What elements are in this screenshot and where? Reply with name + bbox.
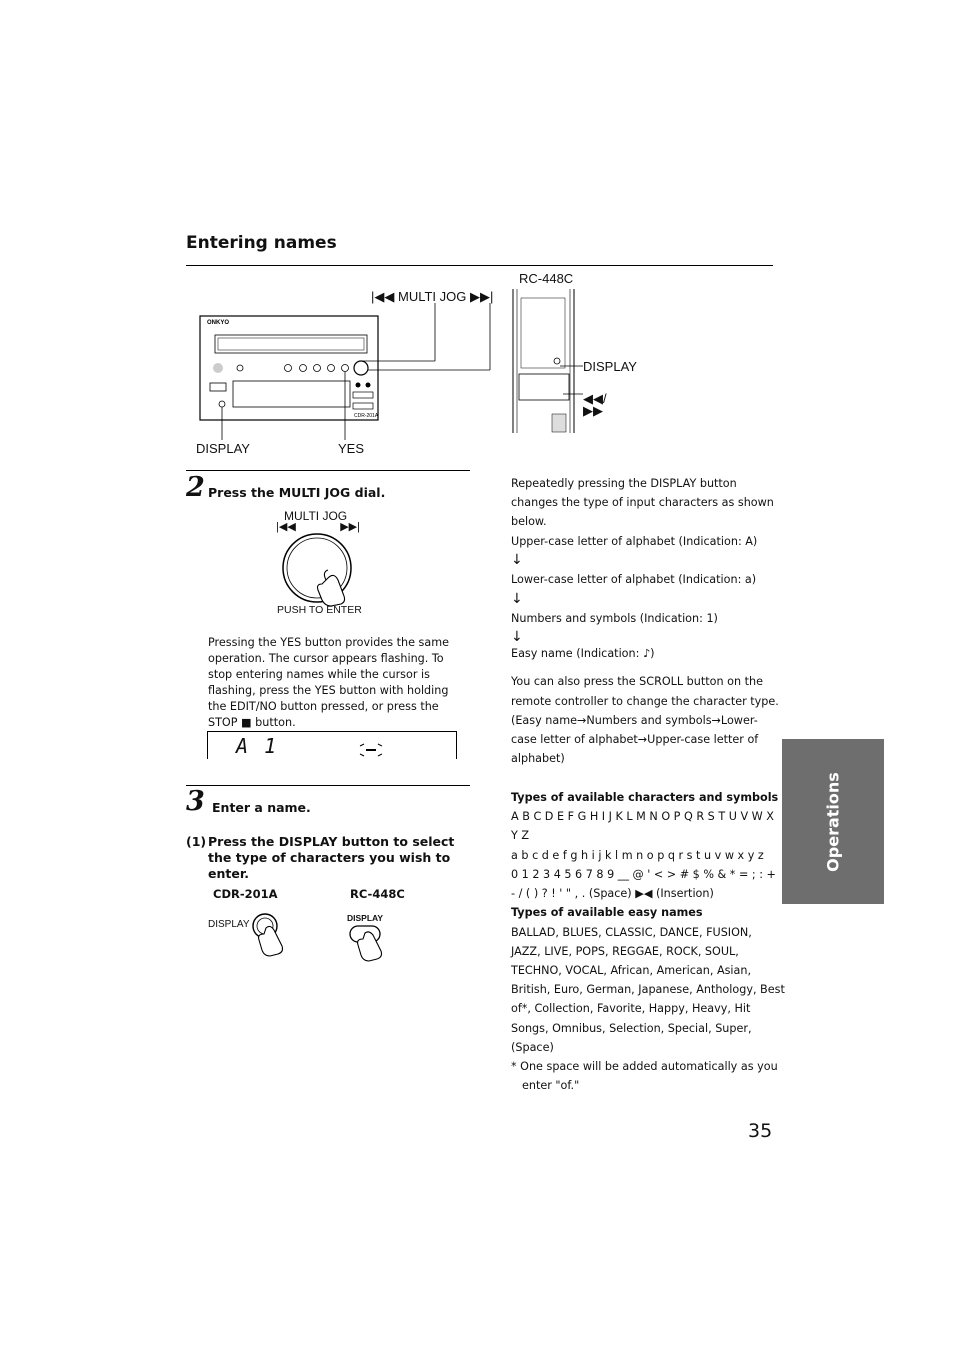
easy-line-6: Songs, Omnibus, Selection, Special, Super, — [511, 1022, 752, 1035]
step2-title: Press the MULTI JOG dial. — [208, 485, 386, 500]
yes-label: YES — [338, 441, 365, 456]
heading-rule — [186, 265, 773, 266]
easy-line-3: TECHNO, VOCAL, African, American, Asian, — [511, 964, 752, 977]
step2-rule — [186, 470, 470, 471]
right-line-2: changes the type of input characters as shown — [511, 496, 774, 509]
unit-model-heading: CDR-201A — [213, 887, 278, 901]
types-line-3: a b c d e f g h i j k l m n o p q r s t u v w x y z — [511, 849, 764, 862]
multi-jog-dial-illustration — [278, 530, 368, 606]
types-line-2: Y Z — [511, 829, 530, 842]
easy-line-2: JAZZ, LIVE, POPS, REGGAE, ROCK, SOUL, — [511, 945, 739, 958]
right-line-5: Lower-case letter of alphabet (Indication: a) — [511, 573, 757, 586]
down-arrow-icon-1: ↓ — [511, 552, 523, 568]
step3-number: 3 — [186, 786, 205, 817]
remote-skip-label-b: ▶▶ — [583, 403, 603, 418]
section-side-tab — [782, 739, 884, 904]
remote-model-label: RC-448C — [519, 271, 574, 286]
step2-paragraph: Pressing the YES button provides the same operation. The cursor appears flashing. To stop entering names while the cursor is flashing, press the YES button with holding the EDIT/NO button pressed, or press the STOP ■ button. — [208, 636, 450, 729]
easy-names-heading: Types of available easy names — [511, 906, 703, 919]
right-line-3: below. — [511, 515, 547, 528]
right-line-7: Easy name (Indication: ♪) — [511, 647, 655, 660]
display-panel-label: DISPLAY — [196, 441, 250, 456]
remote-model-heading: RC-448C — [350, 887, 405, 901]
page-number: 35 — [748, 1120, 773, 1142]
multi-jog-label: |◀◀ MULTI JOG ▶▶| — [371, 289, 494, 304]
remote-display-button-label: DISPLAY — [347, 913, 384, 923]
scroll-line-3: (Easy name→Numbers and symbols→Lower- — [511, 714, 758, 727]
scroll-line-5: alphabet) — [511, 752, 565, 765]
remote-display-button-illustration — [347, 923, 401, 965]
easy-line-1: BALLAD, BLUES, CLASSIC, DANCE, FUSION, — [511, 926, 752, 939]
scroll-line-1: You can also press the SCROLL button on the — [511, 675, 763, 688]
skip-back-icon: |◀◀ — [371, 289, 395, 304]
easy-line-5: of*, Collection, Favorite, Happy, Heavy, Hit — [511, 1002, 751, 1015]
types-line-1: A B C D E F G H I J K L M N O P Q R S T U V W X — [511, 810, 774, 823]
front-panel-diagram — [190, 300, 520, 440]
scroll-line-2: remote controller to change the character type. — [511, 695, 779, 708]
display-remote-label: DISPLAY — [583, 359, 637, 374]
dial-skip-forward-icon: ▶▶| — [340, 521, 360, 533]
dial-label: MULTI JOG — [284, 509, 348, 523]
down-arrow-icon-3: ↓ — [511, 629, 523, 645]
easy-line-4: British, Euro, German, Japanese, Anthology, Best — [511, 983, 785, 996]
dial-skip-back-icon: |◀◀ — [276, 521, 296, 533]
footnote-line-2: enter "of." — [522, 1079, 580, 1092]
step3-title: Enter a name. — [212, 800, 311, 815]
unit-display-button-illustration — [250, 910, 302, 960]
substep-number: (1) — [186, 834, 207, 849]
remote-skip-label-a: ◀◀/ — [583, 391, 607, 406]
substep-text: Press the DISPLAY button to select the type of characters you wish to enter. — [208, 834, 455, 881]
unit-display-button-label: DISPLAY — [208, 919, 250, 930]
scroll-line-4: case letter of alphabet→Upper-case letter of — [511, 733, 759, 746]
cursor-flash-icon — [358, 742, 384, 758]
step3-rule — [186, 785, 470, 786]
lcd-text: A 1 — [236, 734, 279, 758]
types-heading: Types of available characters and symbols — [511, 791, 779, 804]
types-line-4: 0 1 2 3 4 5 6 7 8 9 __ @ ' < > # $ % & * = ; : + — [511, 868, 776, 881]
side-tab-label: Operations — [823, 771, 843, 872]
page-heading: Entering names — [186, 233, 337, 253]
easy-line-7: (Space) — [511, 1041, 554, 1054]
right-line-6: Numbers and symbols (Indication: 1) — [511, 612, 718, 625]
skip-forward-icon: ▶▶| — [470, 289, 494, 304]
footnote-line-1: * One space will be added automatically as you — [511, 1060, 778, 1073]
brand-logo: ONKYO — [207, 320, 230, 326]
step2-number: 2 — [186, 472, 205, 503]
types-line-5: - / ( ) ? ! ' " , . (Space) ▶◀ (Insertion) — [511, 887, 714, 900]
right-line-4: Upper-case letter of alphabet (Indication: A) — [511, 535, 758, 548]
right-line-1: Repeatedly pressing the DISPLAY button — [511, 477, 737, 490]
push-to-enter-label: PUSH TO ENTER — [277, 604, 362, 616]
unit-model-label: CDR-201A — [354, 413, 379, 419]
lcd-display — [207, 731, 457, 759]
down-arrow-icon-2: ↓ — [511, 591, 523, 607]
